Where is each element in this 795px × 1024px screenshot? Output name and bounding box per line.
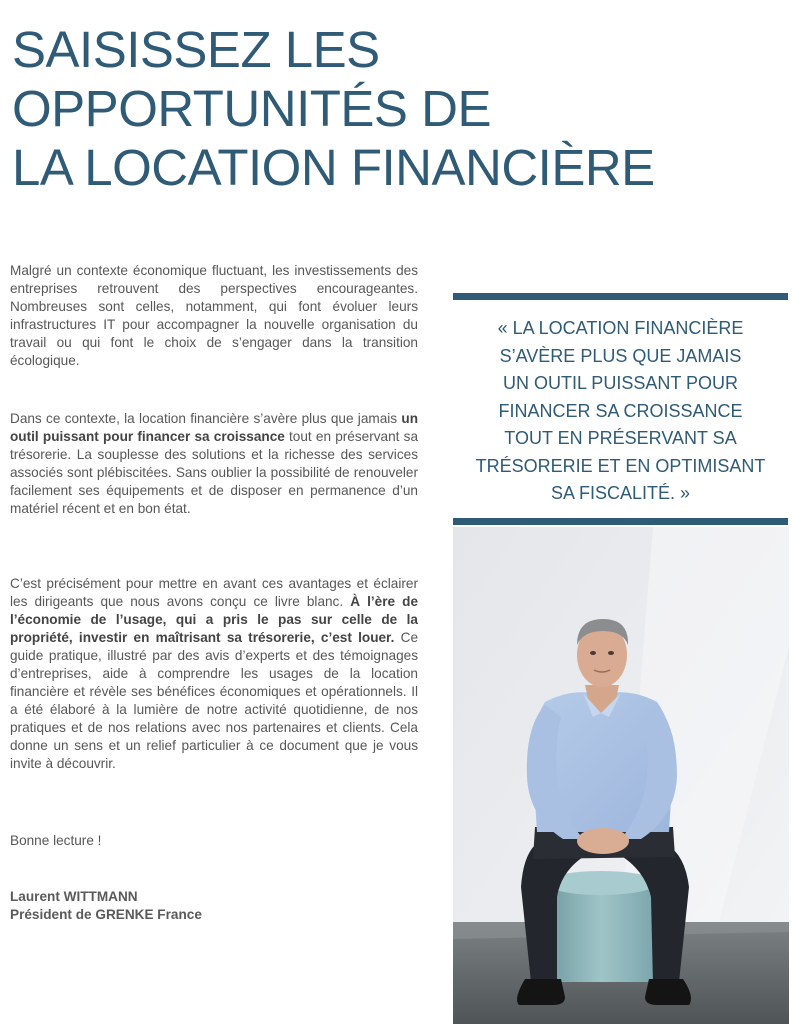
pull-quote-text [453,315,788,508]
pull-quote-line: TRÉSORERIE ET EN OPTIMISANT [475,455,766,476]
paragraph-1: Malgré un contexte économique fluctuant, les investissements des entreprises retrouvent des perspectives encourageantes. Nombreuses sont celles, notamment, qui font évoluer leurs infrastructures IT pour accompagner la nouvelle organisation du travail ou qui font le choix de s’engager dans la transition écologique. [10,263,418,368]
paragraph-2 [10,410,418,518]
pull-quote-line: UN OUTIL PUISSANT POUR [502,373,739,393]
headline-line-3: LA LOCATION FINANCIÈRE [12,139,655,196]
pull-quote-bottom-rule [453,518,788,525]
pull-quote [453,293,788,525]
portrait-photo [453,527,789,1024]
pull-quote-line: S’AVÈRE PLUS QUE JAMAIS [499,345,742,366]
pull-quote-top-rule [453,293,788,300]
headline-line-1: SAISISSEZ LES [12,21,380,78]
pull-quote-line: « LA LOCATION FINANCIÈRE [497,318,744,338]
paragraph-3-emphasis: À l’ère de l’économie de l’usage, qui a pris le pas sur celle de la propriété, investir en maîtrisant sa trésorerie, c’est louer. [10,594,419,645]
closing-line: Bonne lecture ! [10,833,102,848]
paragraph-2-text-end: tout en préservant sa trésorerie. La souplesse des solutions et la richesse des services associés sont plébiscitées. Sans oublier la possibilité de renouveler facilement ses équipements et de disposer en permanence d’un matériel récent et en bon état. [10,429,418,516]
paragraph-3-text-end: Ce guide pratique, illustré par des avis d’experts et des témoignages d’entreprises, aide à comprendre les usages de la location financière et révèle ses bénéfices économiques et opérationnels. Il a été élaboré à la lumière de notre activité quotidienne, de nos pratiques et de nos relations avec nos partenaires et clients. Cela donne un sens et un relief particulier à ce document que je vous invite à découvrir. [10,630,419,771]
signature-name: Laurent WITTMANN [10,889,138,904]
headline-line-2: OPPORTUNITÉS DE [12,80,491,137]
pull-quote-line: SA FISCALITÉ. » [550,483,691,503]
paragraph-2-text: Dans ce contexte, la location financière s’avère plus que jamais [10,411,402,426]
portrait-illustration [453,527,789,1024]
paragraph-2-emphasis: un outil puissant pour financer sa croissance [10,411,418,444]
pull-quote-line: FINANCER SA CROISSANCE [498,400,743,421]
paragraph-3-text: C’est précisément pour mettre en avant ces avantages et éclairer les dirigeants que nous avons conçu ce livre blanc. [10,576,418,609]
page-headline [12,20,782,197]
paragraph-3 [10,575,418,773]
pull-quote-line: TOUT EN PRÉSERVANT SA [504,428,737,448]
signature-title: Président de GRENKE France [10,907,202,922]
signature-block [10,888,418,924]
